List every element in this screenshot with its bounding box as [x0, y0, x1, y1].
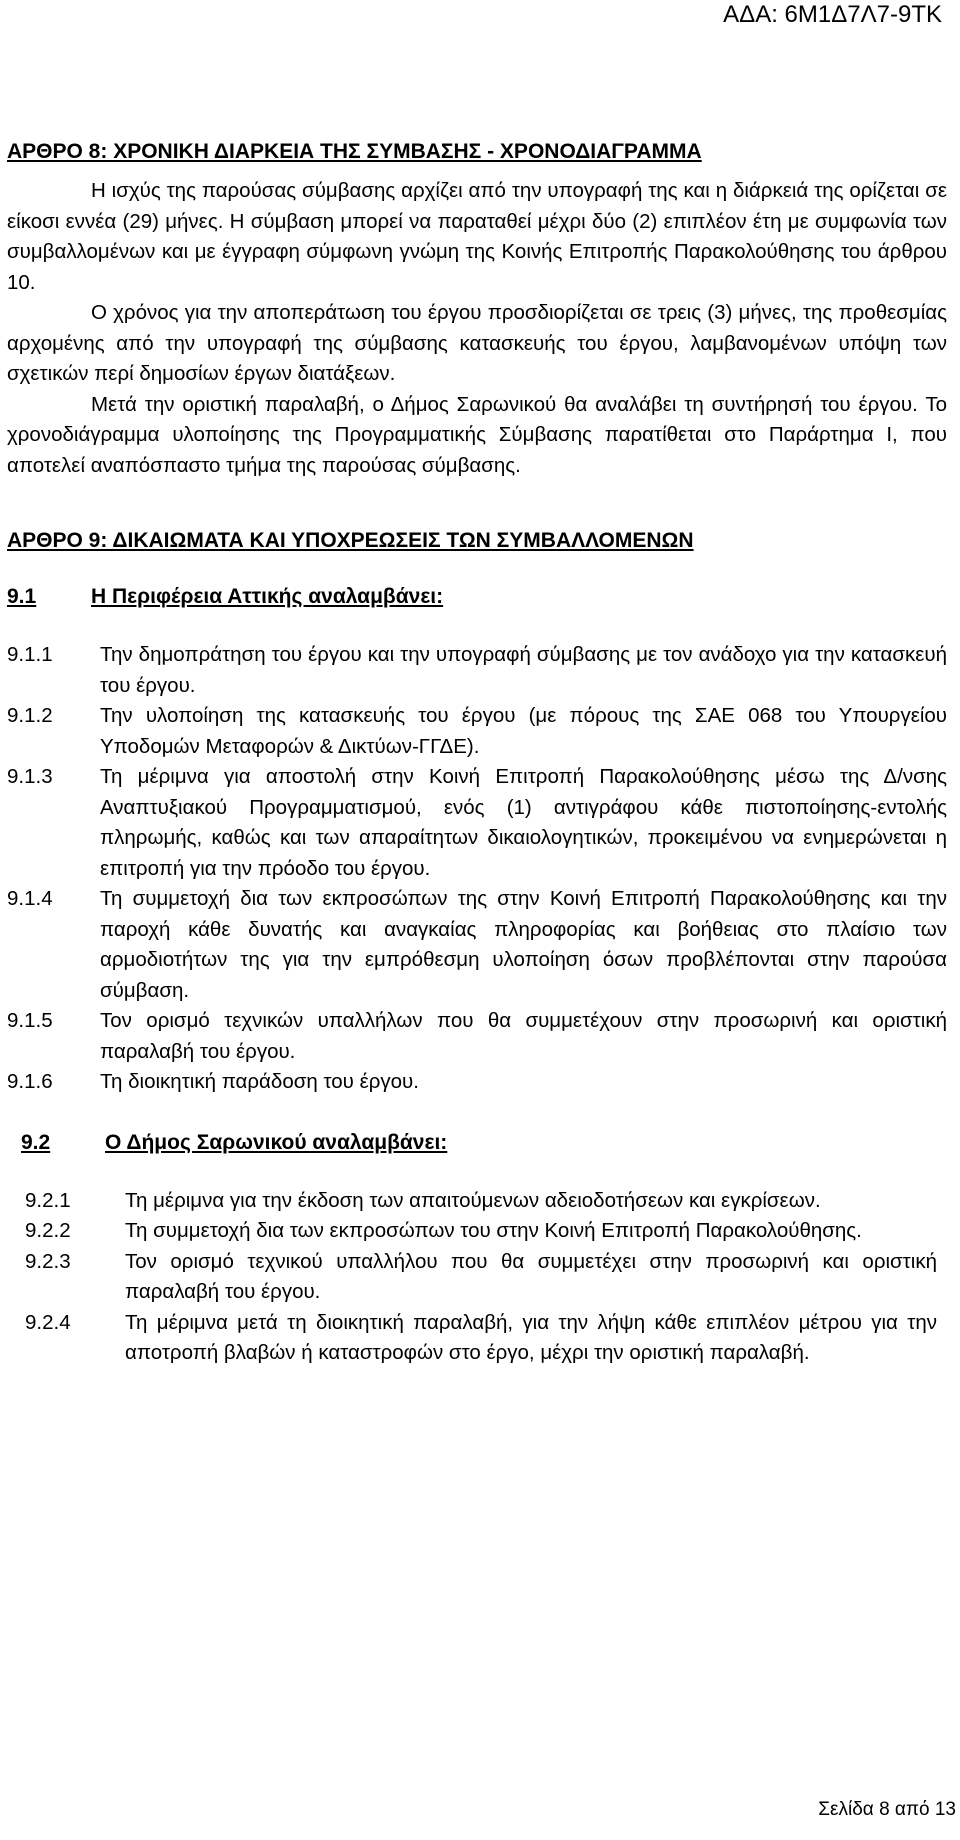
list-item — [7, 640, 947, 701]
item-text: Τον ορισμό τεχνικών υπαλλήλων που θα συμμετέχουν στην προσωρινή και οριστική παραλαβή του έργου. — [100, 1009, 947, 1063]
list-item — [7, 1308, 947, 1369]
article-9-title: ΑΡΘΡΟ 9: ΔΙΚΑΙΩΜΑΤΑ ΚΑΙ ΥΠΟΧΡΕΩΣΕΙΣ ΤΩΝ ΣΥΜΒΑΛΛΟΜΕΝΩΝ — [7, 529, 694, 552]
list-item — [7, 1247, 947, 1308]
article-8-title: ΑΡΘΡΟ 8: ΧΡΟΝΙΚΗ ΔΙΑΡΚΕΙΑ ΤΗΣ ΣΥΜΒΑΣΗΣ - ΧΡΟΝΟΔΙΑΓΡΑΜΜΑ — [7, 140, 702, 163]
list-item — [7, 1006, 947, 1067]
document-body — [7, 137, 947, 1369]
item-number: 9.1.6 — [7, 1070, 53, 1093]
article-8-paragraph-1: Η ισχύς της παρούσας σύμβασης αρχίζει από την υπογραφή της και η διάρκειά της ορίζεται σε είκοσι εννέα (29) μήνες. Η σύμβαση μπορεί να παραταθεί μέχρι δύο (2) επιπλέον έτη με συμφωνία των συμβαλλομένων και με έγγραφη σύμφωνη γνώμη της Κοινής Επιτροπής Παρακολούθησης του άρθρου 10. — [7, 179, 947, 294]
section-number: 9.1 — [7, 585, 37, 608]
list-item — [7, 884, 947, 1006]
item-text: Τη διοικητική παράδοση του έργου. — [100, 1070, 419, 1093]
item-number: 9.1.1 — [7, 643, 53, 666]
page-number: Σελίδα 8 από 13 — [818, 1799, 956, 1820]
item-text: Τη μέριμνα μετά τη διοικητική παραλαβή, για την λήψη κάθε επιπλέον μέτρου για την αποτροπή βλαβών ή καταστροφών στο έργο, μέχρι την οριστική παραλαβή. — [125, 1310, 937, 1364]
list-item — [7, 701, 947, 762]
item-number: 9.1.3 — [7, 765, 53, 788]
item-text: Τη συμμετοχή δια των εκπροσώπων του στην Κοινή Επιτροπή Παρακολούθησης. — [125, 1219, 862, 1242]
item-text: Τον ορισμό τεχνικού υπαλλήλου που θα συμμετέχει στην προσωρινή και οριστική παραλαβή του έργου. — [125, 1249, 937, 1303]
item-text: Την υλοποίηση της κατασκευής του έργου (με πόρους της ΣΑΕ 068 του Υπουργείου Υποδομών Μεταφορών & Δικτύων-ΓΓΔΕ). — [100, 704, 947, 758]
item-number: 9.2.2 — [25, 1219, 71, 1242]
list-item — [7, 1216, 947, 1247]
item-number: 9.1.2 — [7, 704, 53, 727]
section-title: Η Περιφέρεια Αττικής αναλαμβάνει: — [91, 585, 444, 608]
section-9-2-heading — [7, 1128, 947, 1158]
article-8-paragraph-2: Ο χρόνος για την αποπεράτωση του έργου προσδιορίζεται σε τρεις (3) μήνες, της προθεσμίας αρχομένης από την υπογραφή της σύμβασης κατασκευής του έργου, λαμβανομένων υπόψη των σχετικών περί δημοσίων έργων διατάξεων. — [7, 301, 947, 385]
item-text: Τη συμμετοχή δια των εκπροσώπων της στην Κοινή Επιτροπή Παρακολούθησης και την παροχή κάθε δυνατής και αναγκαίας πληροφορίας και βοήθειας στο πλαίσιο των αρμοδιοτήτων της για την εμπρόθεσμη υλοποίηση όσων προβλέπονται στην παρούσα σύμβαση. — [100, 887, 947, 1002]
item-number: 9.1.5 — [7, 1009, 53, 1032]
ada-code: ΑΔΑ: 6Μ1Δ7Λ7-9ΤΚ — [723, 1, 942, 28]
section-number: 9.2 — [21, 1130, 51, 1154]
list-item — [7, 762, 947, 884]
article-8-paragraph-3: Μετά την οριστική παραλαβή, ο Δήμος Σαρωνικού θα αναλάβει τη συντήρησή του έργου. Το χρονοδιάγραμμα υλοποίησης της Προγραμματικής Σύμβασης παρατίθεται στο Παράρτημα Ι, που αποτελεί αναπόσπαστο τμήμα της παρούσας σύμβασης. — [7, 392, 947, 477]
section-title: Ο Δήμος Σαρωνικού αναλαμβάνει: — [105, 1130, 448, 1154]
item-text: Τη μέριμνα για την έκδοση των απαιτούμενων αδειοδοτήσεων και εγκρίσεων. — [125, 1188, 821, 1212]
section-9-1-list — [7, 640, 947, 1098]
item-text: Τη μέριμνα για αποστολή στην Κοινή Επιτροπή Παρακολούθησης μέσω της Δ/νσης Αναπτυξιακού Προγραμματισμού, ενός (1) αντιγράφου κάθε πιστοποίησης-εντολής πληρωμής, καθώς και των απαραίτητων δικαιολογητικών, προκειμένου να ενημερώνεται η επιτροπή για την πρόοδο του έργου. — [100, 765, 947, 880]
item-number: 9.2.3 — [25, 1249, 71, 1273]
item-number: 9.2.4 — [25, 1310, 71, 1334]
section-9-2-list — [7, 1186, 947, 1369]
list-item — [7, 1186, 947, 1217]
item-number: 9.2.1 — [25, 1188, 71, 1212]
list-item — [7, 1067, 947, 1098]
item-text: Την δημοπράτηση του έργου και την υπογραφή σύμβασης με τον ανάδοχο για την κατασκευή του έργου. — [100, 643, 947, 697]
item-number: 9.1.4 — [7, 887, 53, 910]
section-9-1-heading — [7, 582, 947, 612]
